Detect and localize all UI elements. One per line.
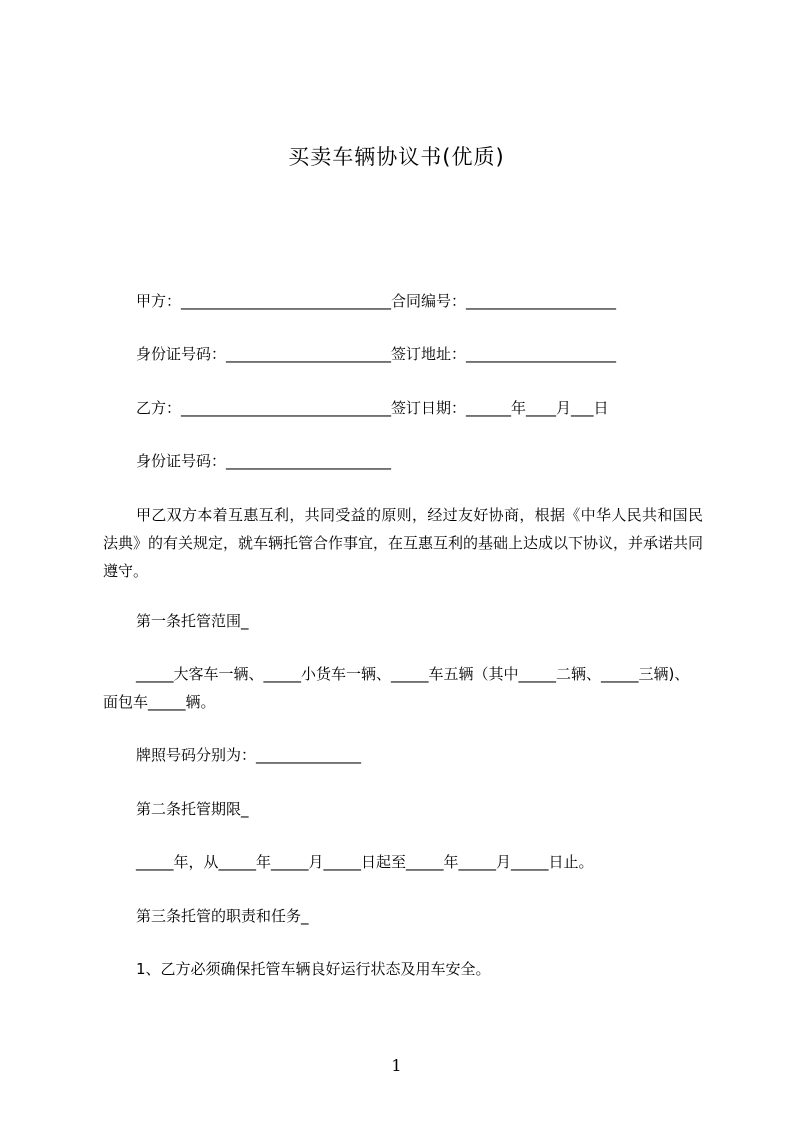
article1-text: _____大客车一辆、_____小货车一辆、_____车五辆（其中_____二辆、_____三辆)、面包车_____辆。	[103, 665, 690, 711]
id-b-line: 身份证号码：______________________	[136, 452, 392, 470]
article3-heading: 第三条托管的职责和任务_	[136, 907, 309, 925]
article2-heading: 第二条托管期限_	[136, 800, 249, 818]
intro-paragraph: 甲乙双方本着互惠互利，共同受益的原则，经过友好协商，根据《中华人民共和国民法典》的有关规定，就车辆托管合作事宜，在互惠互利的基础上达成以下协议，并承诺共同遵守。	[103, 506, 704, 580]
party-a-line: 甲方：____________________________合同编号：____________________	[136, 292, 617, 310]
plates-line: 牌照号码分别为：______________	[136, 746, 362, 764]
page-number: 1	[391, 1056, 402, 1075]
page-title: 买卖车辆协议书(优质)	[288, 145, 505, 169]
article3-item1: 1、乙方必须确保托管车辆良好运行状态及用车安全。	[136, 960, 491, 978]
id-a-line: 身份证号码：______________________签订地址：____________________	[136, 345, 617, 363]
article2-text: _____年，从_____年_____月_____日起至_____年_____月_____日止。	[136, 853, 594, 871]
party-b-line: 乙方：____________________________签订日期：______年____月___日	[136, 399, 609, 417]
article1-heading: 第一条托管范围_	[136, 612, 249, 630]
